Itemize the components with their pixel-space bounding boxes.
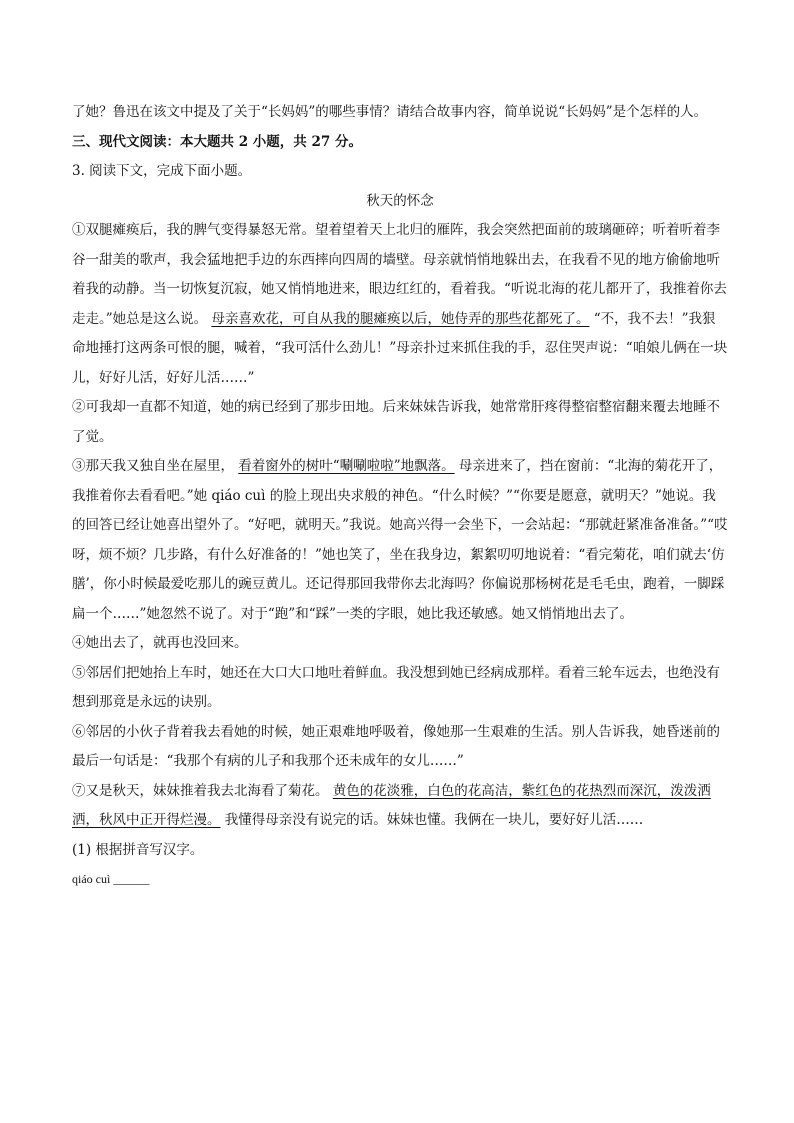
answer-blank[interactable]: ______ xyxy=(113,872,150,886)
paragraph-3-text-cont: 母亲进来了，挡在窗前：“北海的菊花开了，我推着你去看看吧。”她 qiáo cuì 的脸上现出央求般的神色。“什么时候？”“你要是愿意，就明天？”她说。我的回答已经让她喜出望外了。“好吧，就明天。”我说。她高兴得一会坐下，一会站起：“那就赶紧准备准备。”“哎呀，烦不烦？几步路，有什么好准备的！”她也笑了，坐在我身边，絮絮叨叨地说着：“看完菊花，咱们就去‘仿膳’，你小时候最爱吃那儿的豌豆黄儿。还记得那回我带你去北海吗？你偏说那杨树花是毛毛虫，跑着，一脚踩扁一个……”她忽然不说了。对于“跑”和“踩”一类的字眼，她比我还敏感。她又悄悄地出去了。 xyxy=(72,458,728,622)
section-3-heading: 三、现代文阅读：本大题共 2 小题，共 27 分。 xyxy=(72,133,362,150)
paragraph-7-text-cont: 我懂得母亲没有说完的话。妹妹也懂。我俩在一块儿，要好好儿活…… xyxy=(224,812,644,828)
underlined-sentence-3: 黄色的花淡雅，白色的花高洁，紫红色的花热烈而深沉，泼泼洒洒，秋风中正开得烂漫。 xyxy=(72,782,711,828)
paragraph-6: ⑥邻居的小伙子背着我去看她的时候，她正艰难地呼吸着，像她那一生艰难的生活。别人告诉我，她昏迷前的最后一句话是：“我那个有病的儿子和我那个还未成年的女儿……” xyxy=(72,723,720,769)
document-page xyxy=(72,98,728,895)
paragraph-3 xyxy=(72,452,728,629)
paragraph-4: ④她出去了，就再也没回来。 xyxy=(72,635,248,651)
paragraph-2: ②可我却一直都不知道，她的病已经到了那步田地。后来妹妹告诉我，她常常肝疼得整宿整宿翻来覆去地睡不了觉。 xyxy=(72,399,720,445)
question-3-intro: 3. 阅读下文，完成下面小题。 xyxy=(72,163,252,179)
paragraph-1-text: ①双腿瘫痪后，我的脾气变得暴怒无常。望着望着天上北归的雁阵，我会突然把面前的玻璃砸碎；听着听着李谷一甜美的歌声，我会猛地把手边的东西摔向四周的墙壁。母亲就悄悄地躲出去，在我看不见的地方偷偷地听着我的动静。当一切恢复沉寂，她又悄悄地进来，眼边红红的，看着我。“听说北海的花儿都开了，我推着你去走走。”她总是这么说。 xyxy=(72,222,727,327)
article-title: 秋天的怀念 xyxy=(366,192,434,209)
sub-question-1-answer-line xyxy=(72,865,728,895)
paragraph-1 xyxy=(72,216,728,393)
paragraph-7-text: ⑦又是秋天，妹妹推着我去北海看了菊花。 xyxy=(72,782,329,799)
pinyin-label: qiáo cuì xyxy=(72,872,111,886)
question-2-tail: 了她？鲁迅在该文中提及了关于“长妈妈”的哪些事情？请结合故事内容，简单说说“长妈妈”是个怎样的人。 xyxy=(72,104,708,120)
paragraph-5: ⑤邻居们把她抬上车时，她还在大口大口地吐着鲜血。我没想到她已经病成那样。看着三轮车远去，也绝没有想到那竟是永远的诀别。 xyxy=(72,664,720,710)
paragraph-7 xyxy=(72,777,728,836)
sub-question-1-prompt: (1) 根据拼音写汉字。 xyxy=(72,841,204,858)
paragraph-3-text: ③那天我又独自坐在屋里， xyxy=(72,458,234,474)
underlined-sentence-1: 母亲喜欢花，可自从我的腿瘫痪以后，她侍弄的那些花都死了。 xyxy=(211,310,590,327)
underlined-sentence-2: 看着窗外的树叶“唰唰啦啦”地飘落。 xyxy=(238,458,455,474)
paragraph-1-text-cont: “不，我不去！”我狠命地捶打这两条可恨的腿，喊着，“我可活什么劲儿！”母亲扑过来抓住我的手，忍住哭声说：“咱娘儿俩在一块儿，好好儿活，好好儿活……” xyxy=(72,310,728,386)
